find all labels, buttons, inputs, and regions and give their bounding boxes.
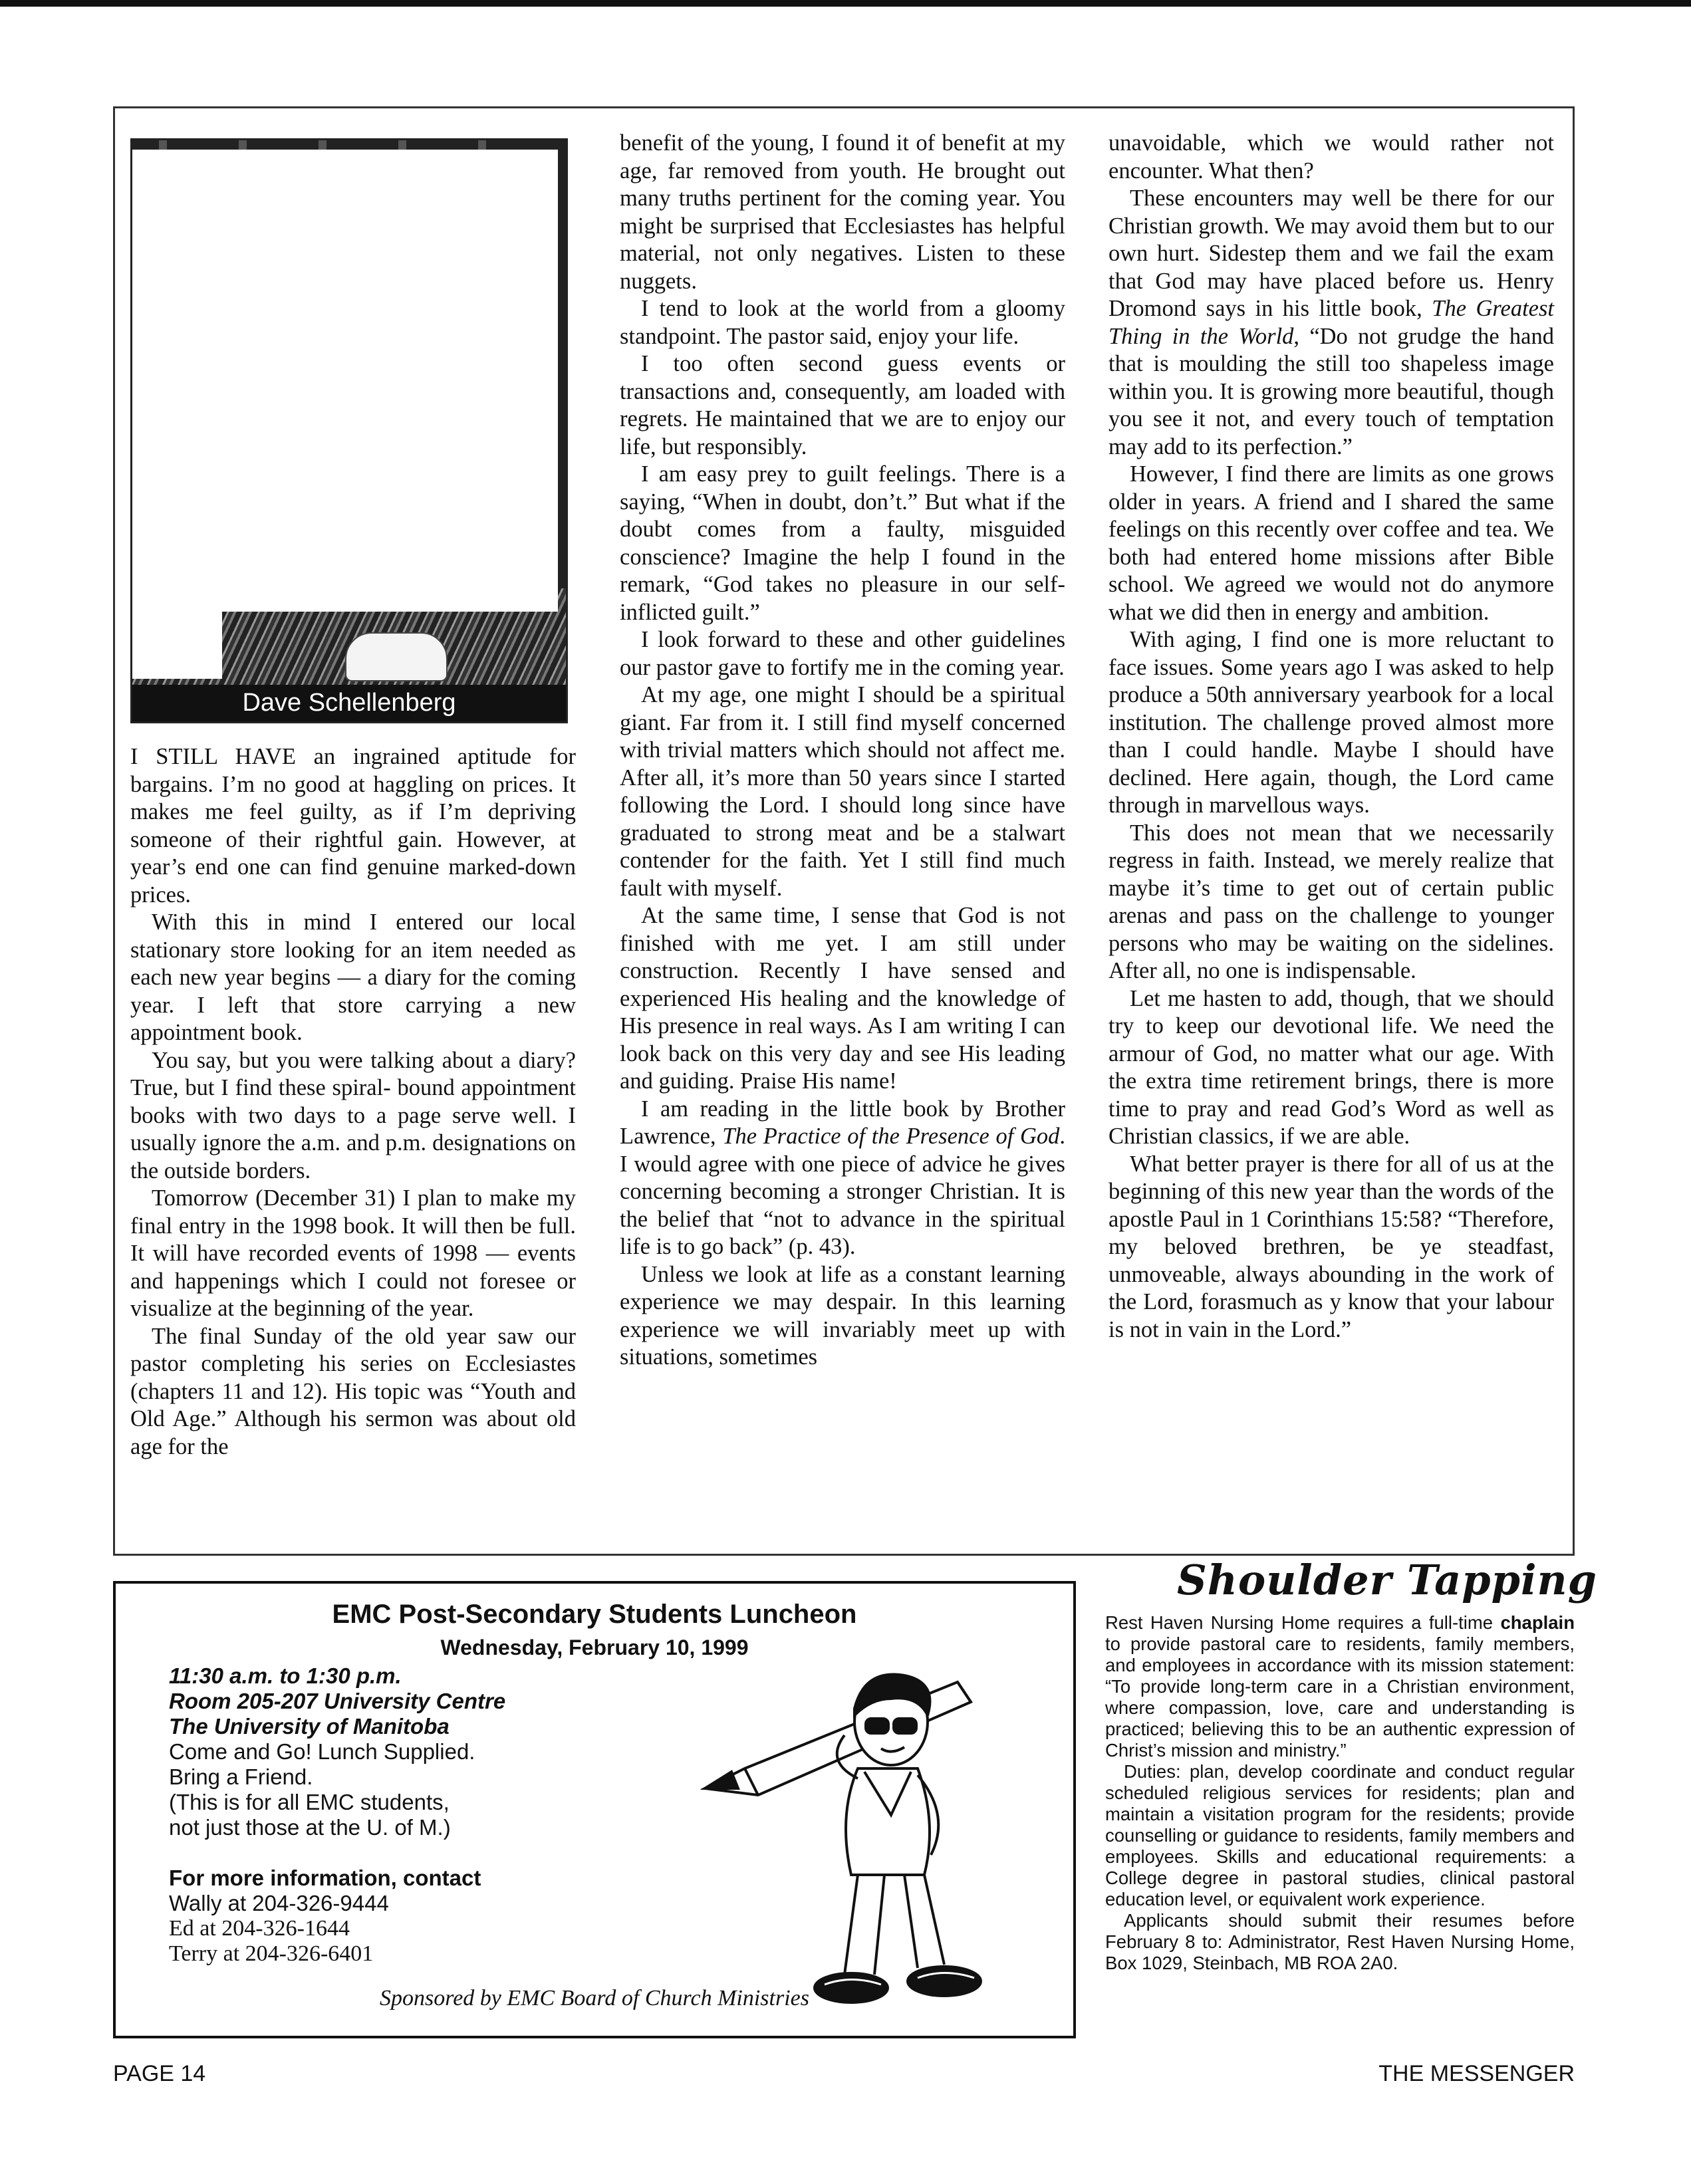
book-reference-text: . I would agree with one piece of advice he gives concerning becoming a stronger Christian. It is the belief that “not to advance in the spiritual life is to go back” (p. 43). <box>620 1124 1065 1259</box>
book-title: The Practice of the Presence of God <box>722 1124 1060 1149</box>
ad-line: Bring a Friend. <box>169 1764 313 1789</box>
ad-line: (This is for all EMC students, <box>169 1790 450 1814</box>
article-paragraph: This does not mean that we necessarily regress in faith. Instead, we merely realize that maybe it’s time to get out of certain public arenas and pass on the challenge to younger persons who may be waiting on the sidelines. After all, no one is indispensable. <box>1108 820 1554 983</box>
page-number: PAGE 14 <box>113 2061 206 2086</box>
ad-time: 11:30 a.m. to 1:30 p.m. <box>169 1663 402 1688</box>
ad-title: EMC Post-Secondary Students Luncheon <box>332 1600 857 1629</box>
photo-redacted-area <box>132 150 558 612</box>
article-paragraph: With this in mind I entered our local stationary store looking for an item needed as each new year begins — a diary for the coming year. I left that store carrying a new appointment book. <box>130 910 576 1045</box>
ad-contact: Ed at 204-326-1644 <box>169 1916 350 1941</box>
publication-name: THE MESSENGER <box>1378 2061 1575 2086</box>
ad-details <box>169 1663 505 1967</box>
book-title: The Greatest Thing in the World <box>1108 296 1554 349</box>
ad-university: The University of Manitoba <box>169 1714 450 1739</box>
page-top-rule <box>0 0 1691 7</box>
ad-line: Come and Go! Lunch Supplied. <box>169 1739 475 1764</box>
ad-sponsor: Sponsored by EMC Board of Church Ministries <box>380 1986 809 2010</box>
book-reference-text: I am reading in the little book by Brother Lawrence, <box>620 1096 1065 1149</box>
ad-spacer <box>169 1840 505 1866</box>
article-paragraph: What better prayer is there for all of us at the beginning of this new year than the words of the apostle Paul in 1 Corinthians 15:58? “Therefore, my beloved brethren, be ye steadfast, unmoveable, always abounding in the work of the Lord, forasmuch as y know that your labour is not in vain in the Lord.” <box>1108 1151 1554 1342</box>
ad-contact: Wally at 204-326-9444 <box>169 1891 389 1915</box>
article-paragraph: Let me hasten to add, though, that we should try to keep our devotional life. We need the armour of God, no matter what our age. With the extra time retirement brings, there is more time to pray and read God’s Word as well as Christian classics, if we are able. <box>1108 985 1554 1149</box>
tapping-bold-text: chaplain <box>1500 1612 1575 1633</box>
article-paragraph: I STILL HAVE an ingrained aptitude for bargains. I’m no good at haggling on prices. It makes me feel guilty, as if I’m depriving someone of their rightful gain. However, at year’s end one can find genuine marked-down prices. <box>130 744 576 908</box>
ad-contact: Terry at 204-326-6401 <box>169 1941 374 1966</box>
shoulder-tapping-body <box>1105 1612 1575 1974</box>
article-paragraph: Tomorrow (December 31) I plan to make my final entry in the 1998 book. It will then be full. It will have recorded events of 1998 — events and happenings which I could not foresee or visualize at the beginning of the year. <box>130 1185 576 1321</box>
ad-date: Wednesday, February 10, 1999 <box>440 1636 749 1659</box>
photo-caption: Dave Schellenberg <box>132 685 566 721</box>
shoulder-tapping-title: Shoulder Tapping <box>1177 1556 1597 1604</box>
article-paragraph: With aging, I find one is more reluctant to face issues. Some years ago I was asked to help produce a 50th anniversary yearbook for a local institution. The challenge proved almost more than I could handle. Maybe I should have declined. Here again, though, the Lord came through in marvellous ways. <box>1108 627 1554 818</box>
article-paragraph: Unless we look at life as a constant learning experience we may despair. In this learning experience we will invariably meet up with situations, sometimes <box>620 1261 1065 1370</box>
article-paragraph: benefit of the young, I found it of benefit at my age, far removed from youth. He brought out many truths pertinent for the coming year. You might be surprised that Ecclesiastes has helpful material, not only negatives. Listen to these nuggets. <box>620 130 1065 294</box>
article-paragraph: unavoidable, which we would rather not encounter. What then? <box>1108 130 1554 183</box>
photo-top-band <box>132 140 566 150</box>
article-column-1 <box>130 743 576 1461</box>
article-column-3 <box>1108 130 1554 1344</box>
article-paragraph: At the same time, I sense that God is not finished with me yet. I am still under construction. Recently I have sensed and experienced His healing and the knowledge of His presence in real ways. As I am writing I can look back on this very day and see His leading and guiding. Praise His name! <box>620 903 1065 1094</box>
article-paragraph <box>620 1096 1065 1261</box>
ad-room: Room 205-207 University Centre <box>169 1689 506 1713</box>
article-paragraph: I too often second guess events or transactions and, consequently, am loaded with regrets. He maintained that we are to enjoy our life, but responsibly. <box>620 351 1065 459</box>
article-column-2 <box>620 130 1065 1372</box>
article-paragraph: At my age, one might I should be a spiritual giant. Far from it. I still find myself concerned with trivial matters which should not affect me. After all, it’s more than 50 years since I started following the Lord. I should long since have graduated to strong meat and be a stalwart contender for the faith. Yet I still find much fault with myself. <box>620 682 1065 901</box>
article-paragraph: However, I find there are limits as one grows older in years. A friend and I shared the same feelings on this recently over coffee and tea. We both had entered home missions after Bible school. We agreed we would not do anymore what we did then in energy and ambition. <box>1108 461 1554 625</box>
author-photo <box>130 138 568 723</box>
quote-text: These encounters may well be there for our Christian growth. We may avoid them but to our own hurt. Sidestep them and we fail the exam that God may have placed before us. Henry Dromond says in his little book, <box>1108 185 1554 321</box>
article-paragraph: You say, but you were talking about a diary? True, but I find these spiral- bound appointment books with two days to a page serve well. I usually ignore the a.m. and p.m. designations on the outside borders. <box>130 1047 576 1183</box>
tapping-text: to provide pastoral care to residents, family members, and employees in accordance with its mission statement: “To provide long-term care in a Christian environment, where compassion, love, care and understanding is practiced; believing this to be an authentic expression of Christ’s mission and ministry.” <box>1105 1634 1575 1760</box>
article-paragraph: I tend to look at the world from a gloomy standpoint. The pastor said, enjoy your life. <box>620 296 1065 349</box>
tapping-paragraph: Applicants should submit their resumes before February 8 to: Administrator, Rest Haven Nursing Home, Box 1029, Steinbach, MB ROA 2A0. <box>1105 1910 1575 1973</box>
tapping-text: Rest Haven Nursing Home requires a full-time <box>1105 1612 1501 1633</box>
article-paragraph: The final Sunday of the old year saw our pastor completing his series on Ecclesiastes (chapters 11 and 12). His topic was “Youth and Old Age.” Although his sermon was about old age for the <box>130 1323 576 1459</box>
photo-shoe <box>345 632 448 681</box>
pencil-student-cartoon-icon <box>692 1662 991 2014</box>
ad-line: not just those at the U. of M.) <box>169 1815 451 1840</box>
tapping-paragraph: Duties: plan, develop coordinate and conduct regular scheduled religious services for residents; plan and maintain a visitation program for the residents; provide counselling or guidance to residents, family members and employees. Skills and educational requirements: a College degree in pastoral studies, clinical pastoral education level, or equivalent work experience. <box>1105 1761 1575 1909</box>
tapping-paragraph <box>1105 1612 1575 1761</box>
article-paragraph: I am easy prey to guilt feelings. There is a saying, “When in doubt, don’t.” But what if the doubt comes from a faulty, misguided conscience? Imagine the help I found in the remark, “God takes no pleasure in our self-inflicted guilt.” <box>620 461 1065 625</box>
article-paragraph: I look forward to these and other guidelines our pastor gave to fortify me in the coming year. <box>620 627 1065 680</box>
photo-redacted-corner <box>132 606 222 679</box>
quote-text: , “Do not grudge the hand that is moulding the still too shapeless image within you. It is growing more beautiful, though you see it not, and every touch of temptation may add to its perfection.” <box>1108 323 1554 459</box>
article-paragraph <box>1108 185 1554 461</box>
ad-contact-heading: For more information, contact <box>169 1866 481 1890</box>
